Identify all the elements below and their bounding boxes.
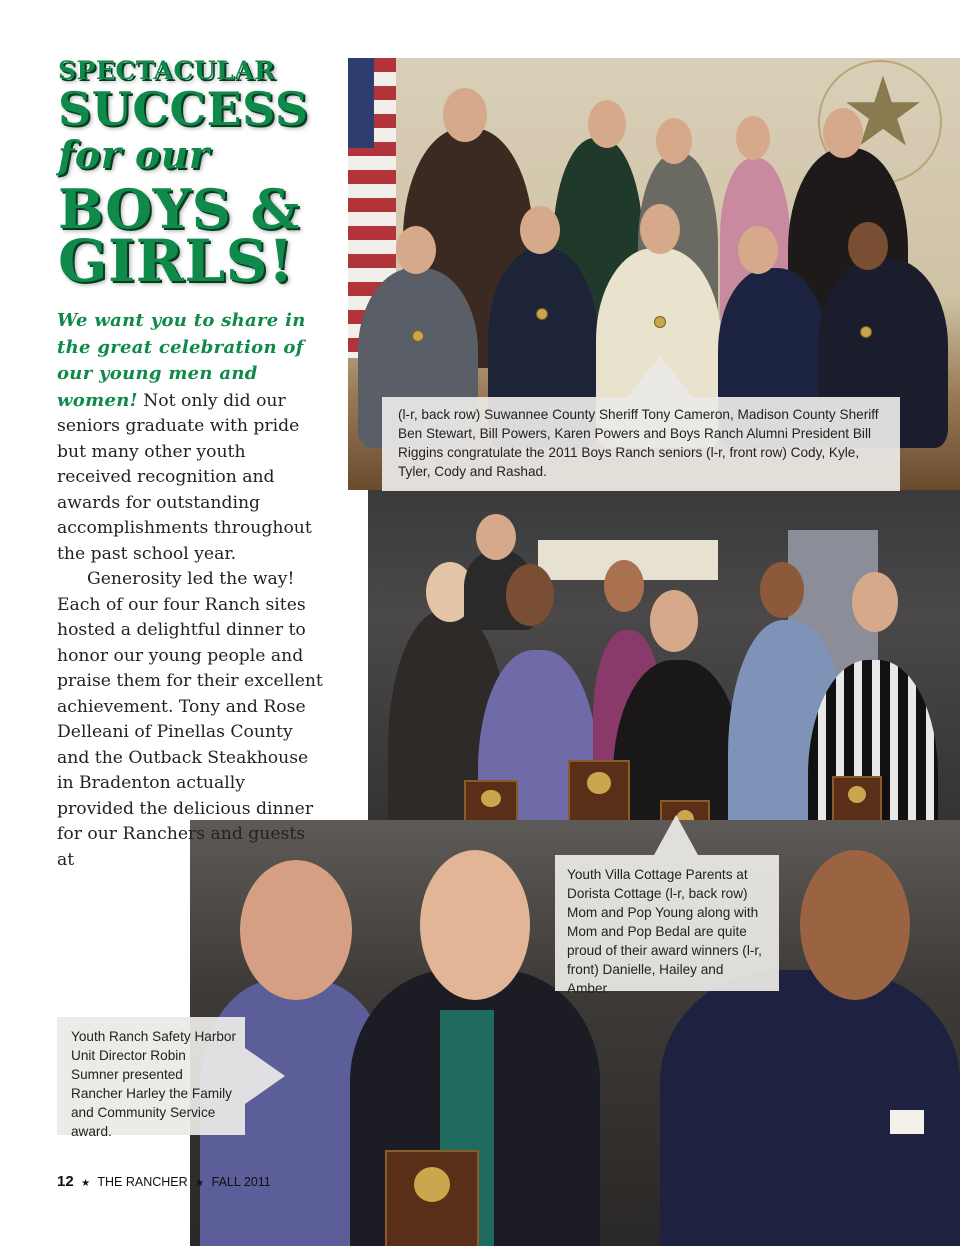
award-plaque <box>568 760 630 828</box>
headline-line-5: GIRLS! <box>58 227 294 295</box>
headline-line-1: SPECTACULAR <box>58 56 276 85</box>
caption-pointer <box>245 1048 285 1104</box>
page-footer <box>57 1173 271 1190</box>
headline-line-4: BOYS & <box>58 177 300 241</box>
article-paragraph-1: Not only did our seniors graduate with pride but many other youth received recognition and awards for outstanding accomplishments throughout the past school year. <box>57 390 312 564</box>
article-lead: We want you to share in the great celebration of our young men and women! <box>57 310 306 411</box>
caption-seniors: (l-r, back row) Suwannee County Sheriff Tony Cameron, Madison County Sheriff Ben Stewart, Bill Powers, Karen Powers and Boys Ranch Alumni President Bill Riggins congratulate the 2011 Boys Ranch seniors (l-r, front row) Cody, Kyle, Tyler, Cody and Rashad. <box>382 397 900 491</box>
article-body <box>57 308 325 873</box>
article-paragraph-2: Generosity led the way! Each of our four Ranch sites hosted a delightful dinner to honor our young people and praise them for their excellent achievement. Tony and Rose Delleani of Pinellas County and the Outback Steakhouse in Bradenton actually provided the delicious dinner for our Ranchers and guests at <box>57 569 323 870</box>
headline-line-2: SUCCESS <box>58 82 309 136</box>
star-icon: ★ <box>195 1178 205 1189</box>
award-recipient <box>660 970 960 1246</box>
caption-pointer <box>628 355 692 397</box>
headline-line-3: for our <box>58 132 210 177</box>
caption-pointer <box>654 815 698 855</box>
service-award-plaque <box>385 1150 479 1246</box>
star-icon: ★ <box>81 1178 91 1189</box>
page-number: 12 <box>57 1173 74 1190</box>
publication-name: THE RANCHER <box>97 1175 188 1189</box>
issue-date: FALL 2011 <box>211 1175 271 1189</box>
caption-youth-villa: Youth Villa Cottage Parents at Dorista Cottage (l-r, back row) Mom and Pop Young along with Mom and Pop Bedal are quite proud of their award winners (l-r, front) Danielle, Hailey and Amber. <box>555 855 779 991</box>
name-tag <box>890 1110 924 1134</box>
caption-safety-harbor: Youth Ranch Safety Harbor Unit Director Robin Sumner presented Rancher Harley the Family and Community Service award. <box>57 1017 245 1135</box>
